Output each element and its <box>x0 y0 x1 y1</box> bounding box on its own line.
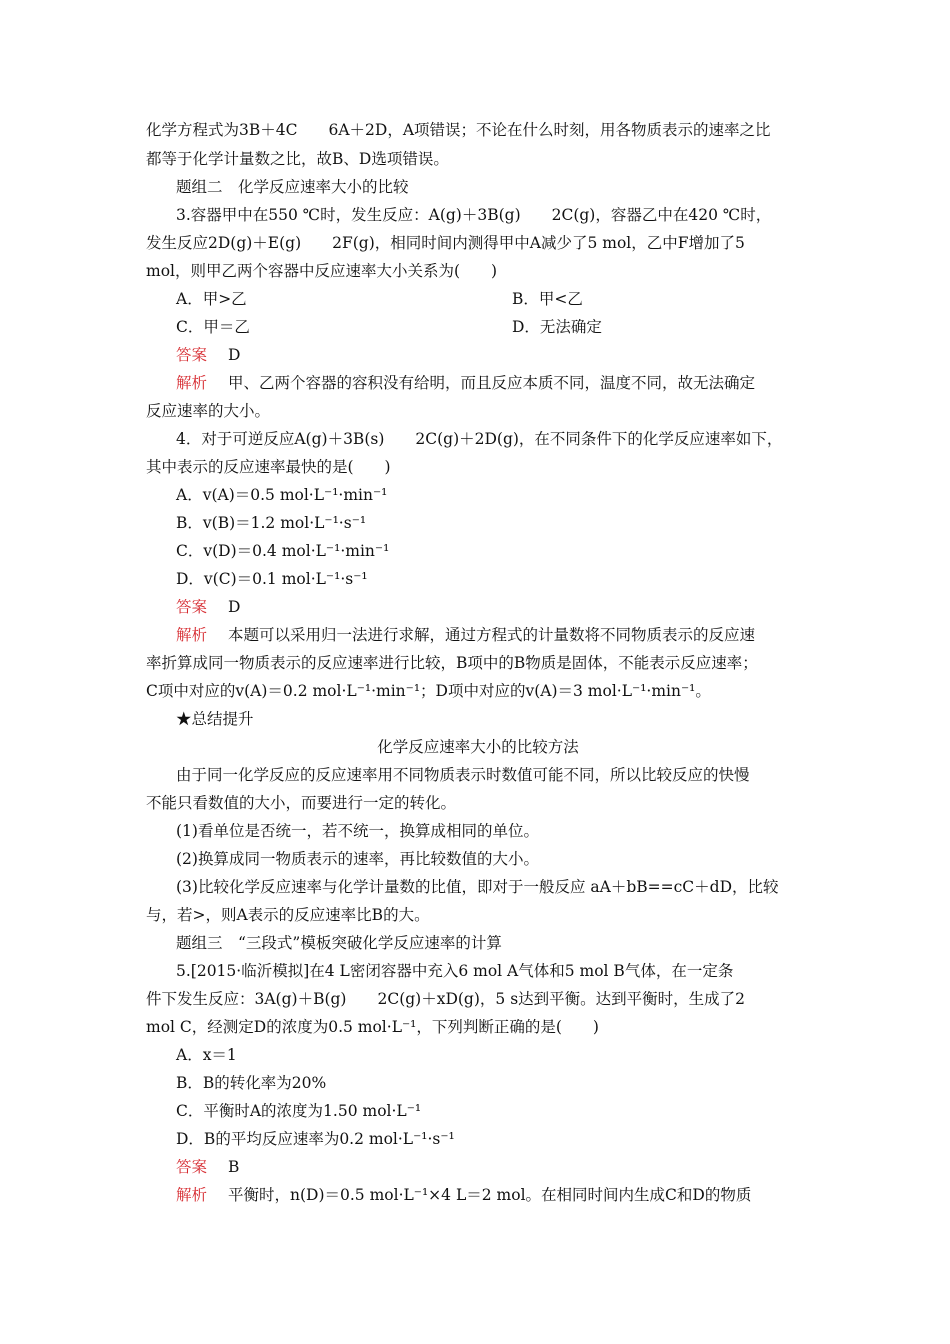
answer-label: 答案 <box>176 598 208 616</box>
option-c: C．平衡时A的浓度为1.50 mol·L⁻¹ <box>176 1102 422 1120</box>
question-text: 5.[2015·临沂模拟]在4 L密闭容器中充入6 mol A气体和5 mol B气体，在一定条 <box>176 962 734 980</box>
summary-heading: ★总结提升 <box>176 710 254 728</box>
analysis-label: 解析 <box>176 374 208 392</box>
method-step-2: (2)换算成同一物质表示的速率，再比较数值的大小。 <box>176 850 539 868</box>
analysis-text: 率折算成同一物质表示的反应速率进行比较，B项中的B物质是固体，不能表示反应速率； <box>146 654 758 672</box>
analysis-text: 本题可以采用归一法进行求解，通过方程式的计量数将不同物质表示的反应速 <box>228 626 756 644</box>
option-a: A．甲>乙 <box>176 290 247 308</box>
method-step-3: (3)比较化学反应速率与化学计量数的比值，即对于一般反应 aA＋bB==cC＋dD，比较 <box>176 878 779 896</box>
analysis-text: 反应速率的大小。 <box>146 402 271 420</box>
text-line: 都等于化学计量数之比，故B、D选项错误。 <box>146 150 449 168</box>
option-a: A．v(A)＝0.5 mol·L⁻¹·min⁻¹ <box>176 486 388 504</box>
analysis-label: 解析 <box>176 1186 208 1204</box>
method-step-1: (1)看单位是否统一，若不统一，换算成相同的单位。 <box>176 822 539 840</box>
option-a: A．x＝1 <box>176 1046 237 1064</box>
analysis-text: 平衡时，n(D)＝0.5 mol·L⁻¹×4 L＝2 mol。在相同时间内生成C和D的物质 <box>228 1186 752 1204</box>
answer-value: B <box>228 1158 240 1176</box>
analysis-text: C项中对应的v(A)＝0.2 mol·L⁻¹·min⁻¹；D项中对应的v(A)＝3 mol·L⁻¹·min⁻¹。 <box>146 682 711 700</box>
question-text: 其中表示的反应速率最快的是( ) <box>146 458 391 476</box>
analysis-text: 甲、乙两个容器的容积没有给明，而且反应本质不同，温度不同，故无法确定 <box>228 374 756 392</box>
body-text: 由于同一化学反应的反应速率用不同物质表示时数值可能不同，所以比较反应的快慢 <box>176 766 750 784</box>
option-c: C．甲＝乙 <box>176 318 250 336</box>
answer-value: D <box>228 346 241 364</box>
text-line: 化学方程式为3B＋4C 6A＋2D，A项错误；不论在什么时刻，用各物质表示的速率之比 <box>146 121 771 139</box>
answer-label: 答案 <box>176 346 208 364</box>
section-heading: 题组二 化学反应速率大小的比较 <box>176 178 409 196</box>
option-d: D．无法确定 <box>512 318 602 336</box>
answer-value: D <box>228 598 241 616</box>
analysis-label: 解析 <box>176 626 208 644</box>
option-b: B．B的转化率为20% <box>176 1074 327 1092</box>
answer-label: 答案 <box>176 1158 208 1176</box>
question-text: 4．对于可逆反应A(g)＋3B(s) 2C(g)＋2D(g)，在不同条件下的化学反应速率如下， <box>176 430 783 448</box>
option-c: C．v(D)＝0.4 mol·L⁻¹·min⁻¹ <box>176 542 390 560</box>
question-text: 发生反应2D(g)＋E(g) 2F(g)，相同时间内测得甲中A减少了5 mol，乙中F增加了5 <box>146 234 745 252</box>
method-title: 化学反应速率大小的比较方法 <box>377 738 579 756</box>
option-d: D．B的平均反应速率为0.2 mol·L⁻¹·s⁻¹ <box>176 1130 455 1148</box>
option-d: D．v(C)＝0.1 mol·L⁻¹·s⁻¹ <box>176 570 368 588</box>
option-b: B．甲<乙 <box>512 290 583 308</box>
question-text: 3.容器甲中在550 ℃时，发生反应：A(g)＋3B(g) 2C(g)，容器乙中在420 ℃时， <box>176 206 772 224</box>
method-step-3-cont: 与，若>，则A表示的反应速率比B的大。 <box>146 906 430 924</box>
question-text: 件下发生反应：3A(g)＋B(g) 2C(g)＋xD(g)，5 s达到平衡。达到平衡时，生成了2 <box>146 990 746 1008</box>
question-text: mol C，经测定D的浓度为0.5 mol·L⁻¹，下列判断正确的是( ) <box>146 1018 599 1036</box>
body-text: 不能只看数值的大小，而要进行一定的转化。 <box>146 794 457 812</box>
question-text: mol，则甲乙两个容器中反应速率大小关系为( ) <box>146 262 498 280</box>
option-b: B．v(B)＝1.2 mol·L⁻¹·s⁻¹ <box>176 514 367 532</box>
section-heading: 题组三 “三段式”模板突破化学反应速率的计算 <box>176 934 502 952</box>
